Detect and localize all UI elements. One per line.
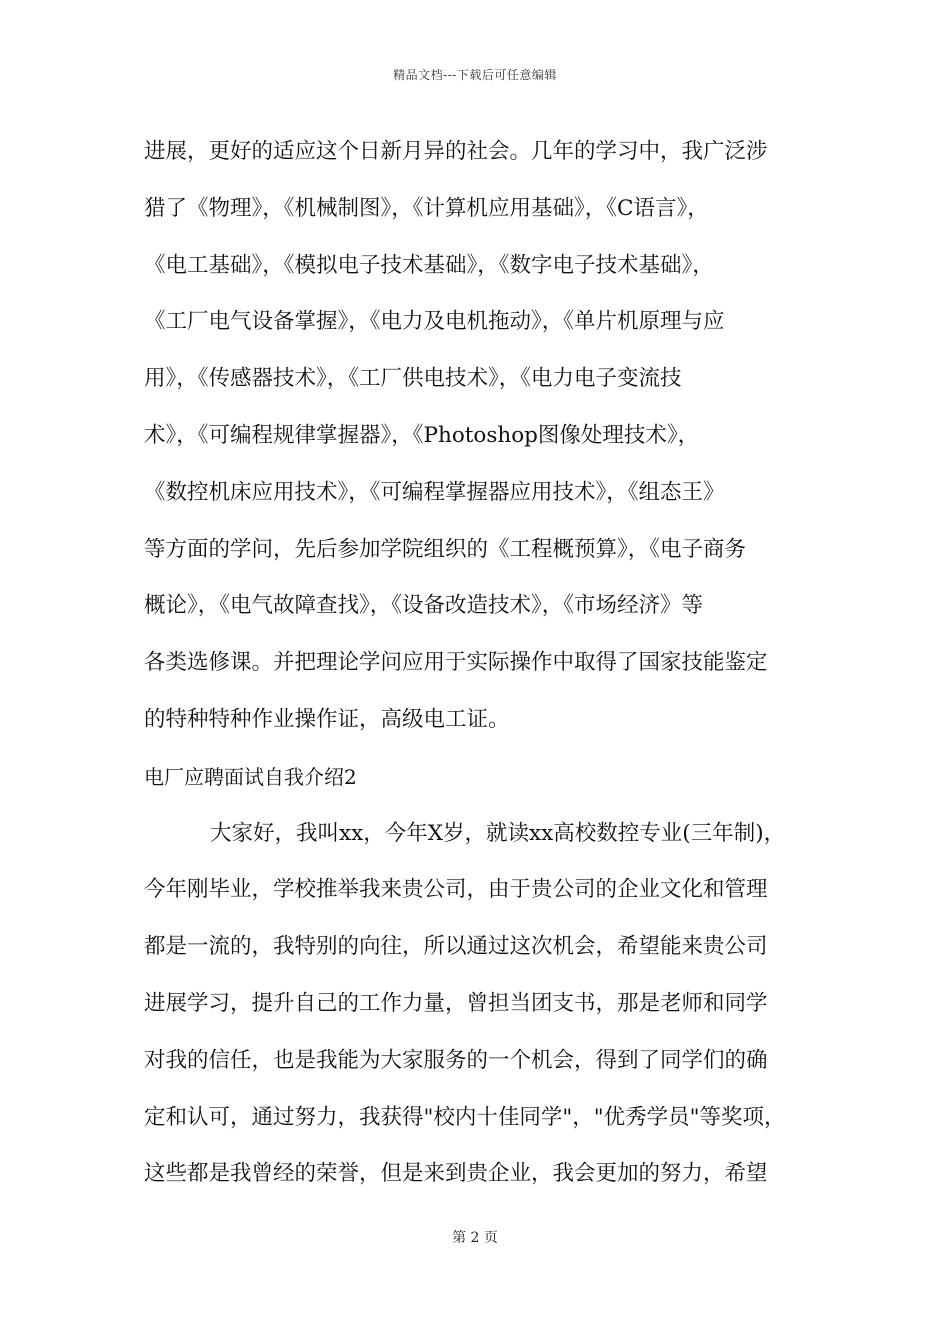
paragraph-line: 《数控机床应用技术》，《可编程掌握器应用技术》，《组态王》 [144,479,725,505]
paragraph-line: 大家好，我叫xx，今年X岁，就读xx高校数控专业(三年制)， [210,820,786,846]
paragraph-line: 等方面的学问，先后参加学院组织的《工程概预算》，《电子商务 [144,536,747,562]
page-header: 精品文档---下载后可任意编辑 [393,68,557,82]
paragraph-line: 这些都是我曾经的荣誉，但是来到贵企业，我会更加的努力，希望 [144,1161,768,1187]
page-number: 第 2 页 [452,1230,498,1246]
paragraph-line: 概论》，《电气故障查找》，《设备改造技术》，《市场经济》等 [144,593,704,619]
paragraph-line: 各类选修课。并把理论学问应用于实际操作中取得了国家技能鉴定 [144,650,768,676]
paragraph-line: 《电工基础》，《模拟电子技术基础》，《数字电子技术基础》， [144,252,714,278]
paragraph-line: 术》，《可编程规律掌握器》，《Photoshop图像处理技术》， [144,422,700,448]
section-heading: 电厂应聘面试自我介绍2 [144,764,357,789]
paragraph-line: 的特种特种作业操作证，高级电工证。 [144,706,510,732]
paragraph-line: 今年刚毕业，学校推举我来贵公司，由于贵公司的企业文化和管理 [144,877,768,903]
paragraph-line: 定和认可，通过努力，我获得"校内十佳同学"，"优秀学员"等奖项， [144,1104,786,1130]
paragraph-line: 《工厂电气设备掌握》，《电力及电机拖动》，《单片机原理与应 [144,309,725,335]
paragraph-line: 都是一流的，我特别的向往，所以通过这次机会，希望能来贵公司 [144,934,768,960]
paragraph-line: 猎了《物理》，《机械制图》，《计算机应用基础》，《C语言》， [144,195,709,221]
paragraph-line: 进展学习，提升自己的工作力量，曾担当团支书，那是老师和同学 [144,990,768,1016]
document-body [144,130,824,1209]
paragraph-line: 用》，《传感器技术》，《工厂供电技术》，《电力电子变流技 [144,366,682,392]
paragraph-line: 对我的信任，也是我能为大家服务的一个机会，得到了同学们的确 [144,1047,768,1073]
paragraph-line: 进展，更好的适应这个日新月异的社会。几年的学习中，我广泛涉 [144,139,768,164]
